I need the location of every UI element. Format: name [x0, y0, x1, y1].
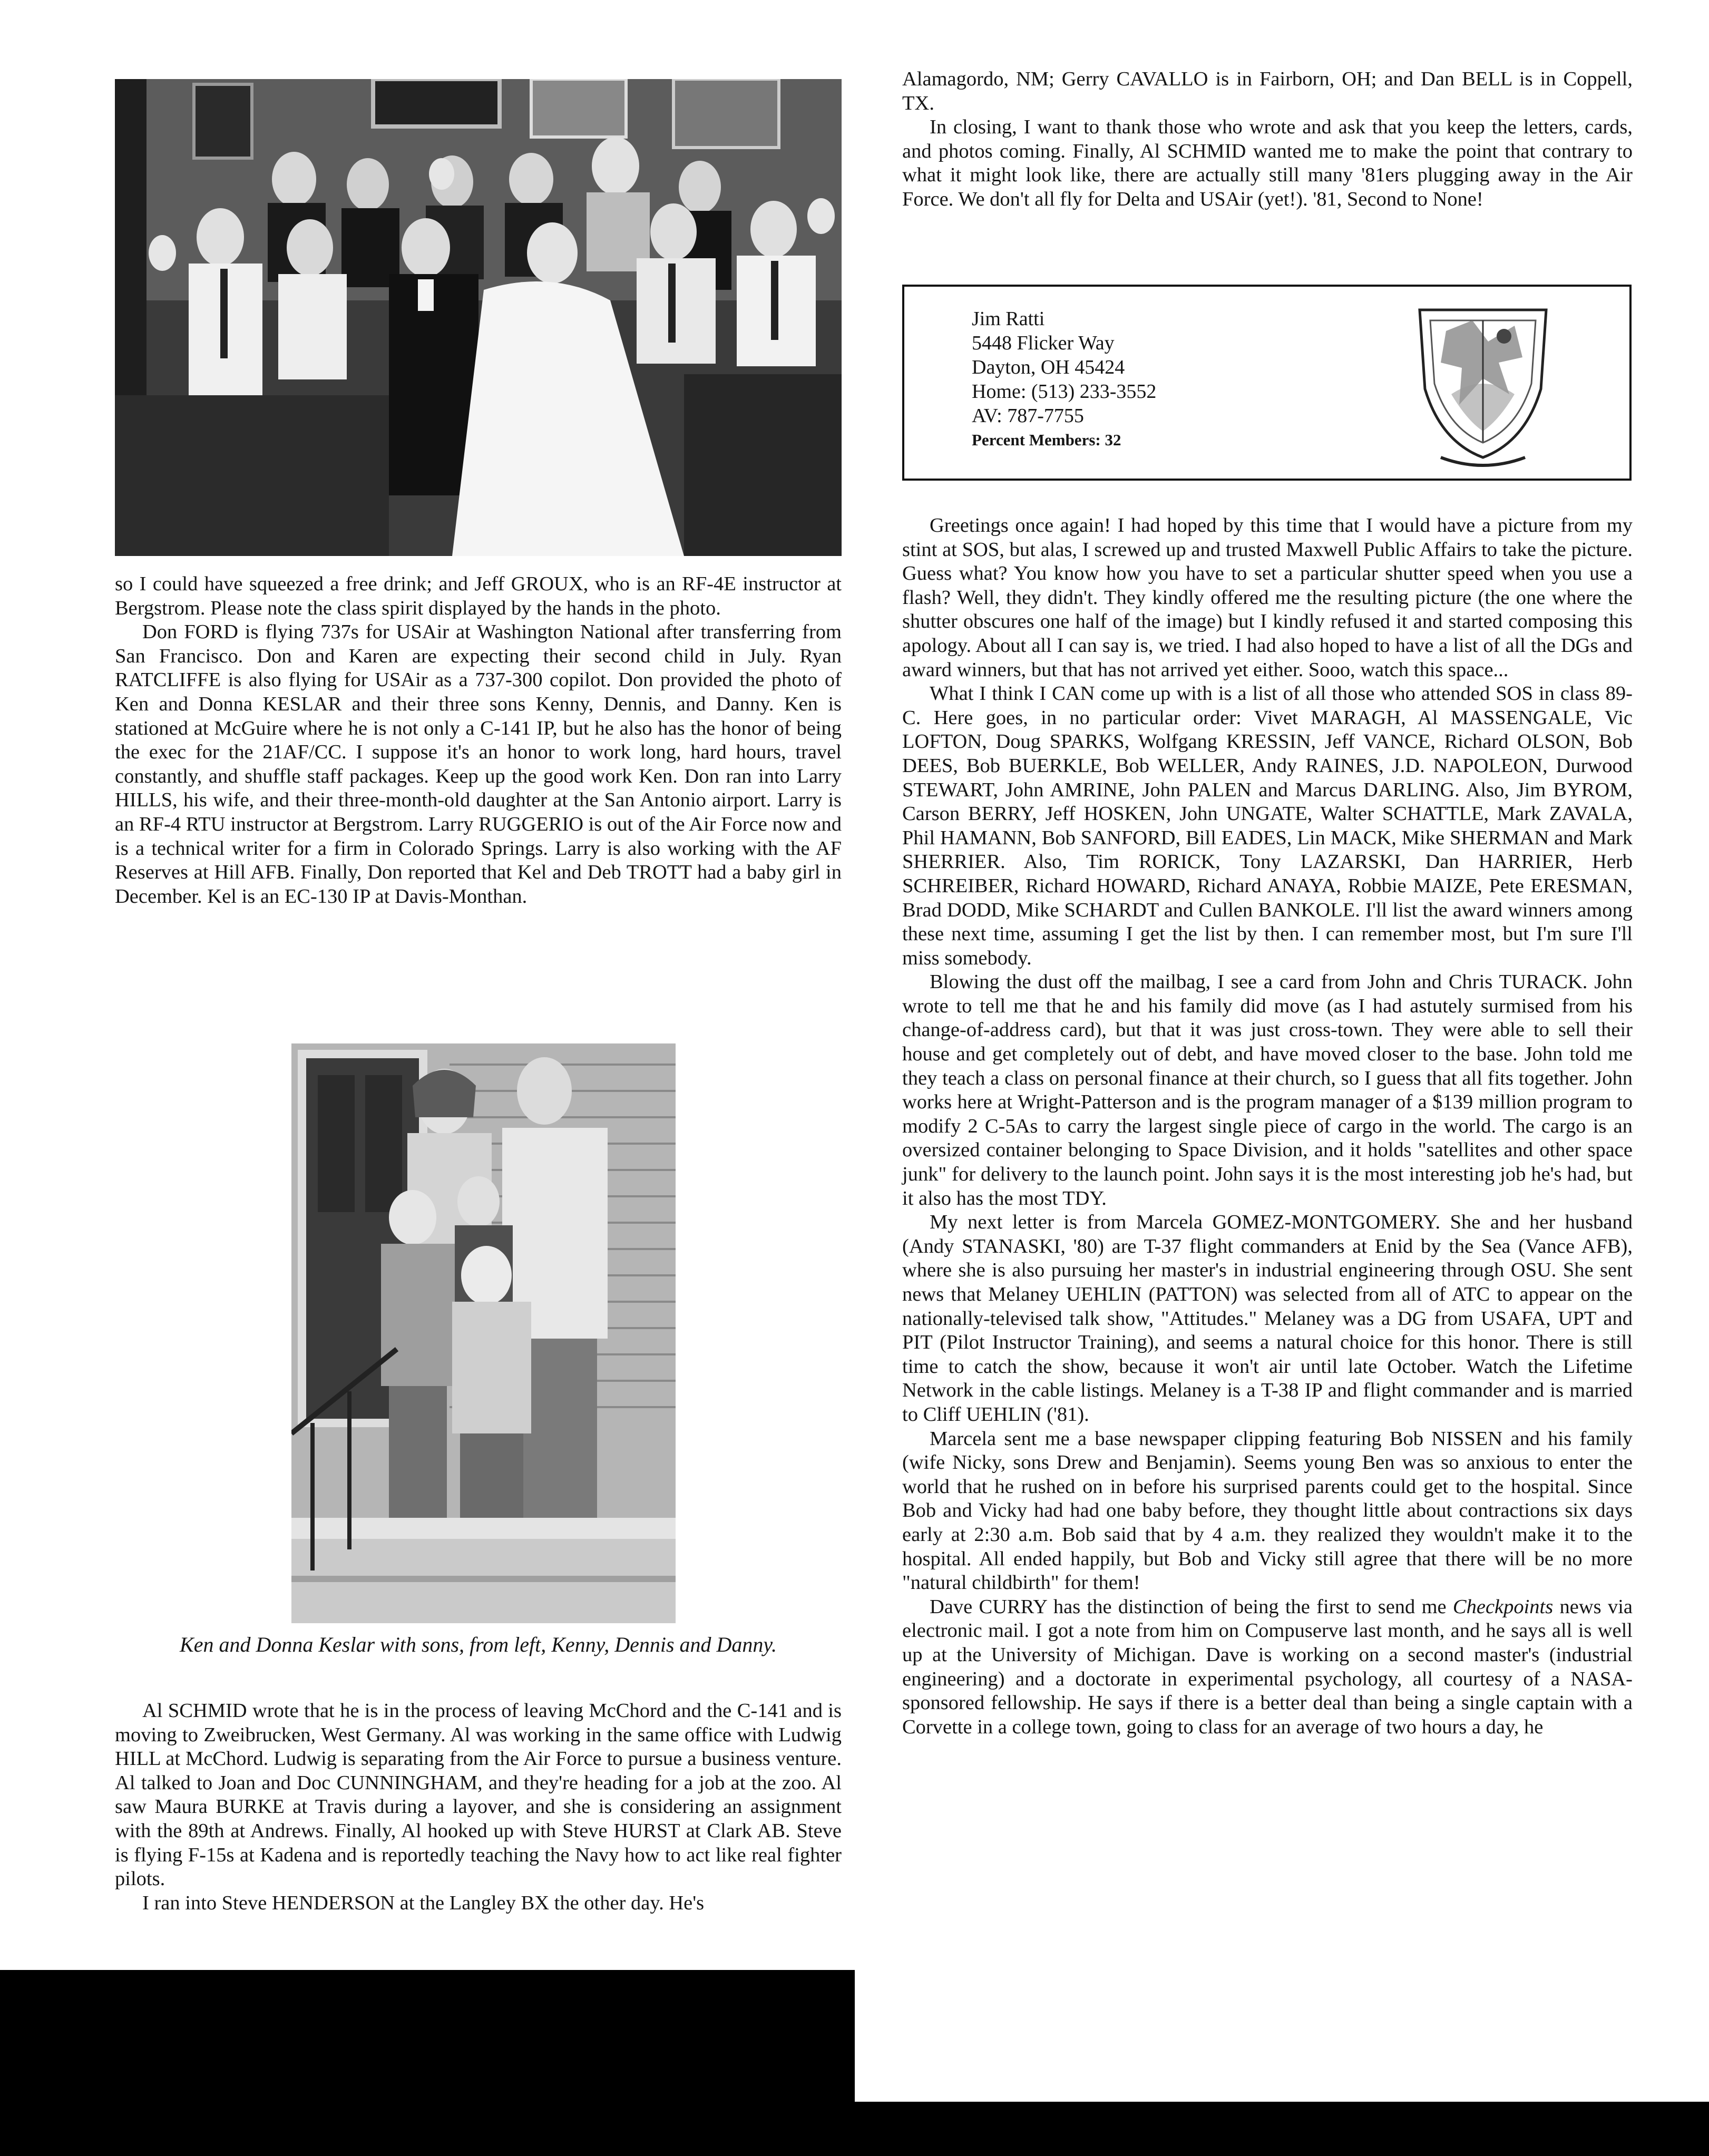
scan-shadow-right: [855, 2102, 1709, 2156]
paragraph-al-schmid: Al SCHMID wrote that he is in the process of leaving McChord and the C-141 and is moving to Zweibrucken, West Germany. Al was working in the same office with Ludwig HILL at McChord. Ludwig is separating from the Air Force to pursue a business venture. Al talked to Joan and Doc CUNNINGHAM, and they're heading for a job at the zoo. Al saw Maura BURKE at Travis during a layover, and she is considering an assignment with the 89th at Andrews. Finally, Al hooked up with Steve HURST at Clark AB. Steve is flying F-15s at Kadena and is reportedly teaching the Navy how to act like real fighter pilots.: [115, 1700, 842, 1890]
paragraph-top-continuation: Alamagordo, NM; Gerry CAVALLO is in Fairborn, OH; and Dan BELL is in Coppell, TX.: [902, 68, 1633, 114]
contact-home-phone: Home: (513) 233-3552: [972, 381, 1157, 403]
contact-av-phone: AV: 787-7755: [972, 405, 1084, 427]
class-group-photo: [115, 79, 842, 556]
contact-name: Jim Ratti: [972, 308, 1045, 330]
curry-text-start: Dave CURRY has the distinction of being the first to send me: [930, 1595, 1453, 1618]
checkpoints-title: Checkpoints: [1452, 1595, 1554, 1618]
photo2-caption: Ken and Donna Keslar with sons, from left, Kenny, Dennis and Danny.: [180, 1633, 777, 1656]
paragraph-closing: In closing, I want to thank those who wrote and ask that you keep the letters, cards, and photos coming. Finally, Al SCHMID wanted me to make the point that contrary to what it might look like, there are actually still many '81ers plugging away in the Air Force. We don't all fly for Delta and USAir (yet!). '81, Second to None!: [902, 116, 1633, 210]
paragraph-turack: Blowing the dust off the mailbag, I see a card from John and Chris TURACK. John wrote to tell me that he and his family did move (as I had astutely surmised from his change-of-address card), but that it was just cross-town. They were able to sell their house and get completely out of debt, and have moved closer to the base. John told me they teach a class on personal finance at their church, so I guess that all fits together. John works here at Wright-Patterson and is the program manager of a $139 million program to modify 2 C-5As to carry the largest single piece of cargo in the world. The cargo is an oversized container belonging to Space Division, and it holds "satellites and other space junk" for delivery to the launch point. John says it is the most interesting job he's had, but it also has the most TDY.: [902, 971, 1633, 1209]
curry-text-rest: news via electronic mail. I got a note from him on Compuserve last month, and he says all is well up at the University of Michigan. Dave is working on a second master's (industrial engineering) and a doctorate in experimental psychology, all courtesy of a NASA-sponsored fellowship. He says if there is a better deal than being a single captain with a Corvette in a college town, going to class for an average of two hours a day, he: [902, 1595, 1633, 1738]
percent-members: Percent Members: 32: [972, 431, 1121, 449]
paragraph-nissen: Marcela sent me a base newspaper clipping featuring Bob NISSEN and his family (wife Nicky, sons Drew and Benjamin). Seems young Ben was so anxious to enter the world that he rushed on in before his surprised parents could get to the hospital. Since Bob and Vicky had had one baby before, they thought little about contractions six days early at 2:30 a.m. Bob said that by 4 a.m. they realized they wouldn't make it to the hospital. All ended happily, but Bob and Vicky still agree that there will be no more "natural childbirth" for them!: [902, 1427, 1633, 1594]
paragraph-curry: [902, 1595, 1633, 1740]
contact-box: [902, 285, 1632, 481]
paragraph-gomez-montgomery: My next letter is from Marcela GOMEZ-MONTGOMERY. She and her husband (Andy STANASKI, '80) are T-37 flight commanders at Enid by the Sea (Vance AFB), where she is also pursuing her master's in industrial engineering through OSU. She sent news that Melaney UEHLIN (PATTON) was selected from all of ATC to appear on the nationally-televised talk show, "Attitudes." Melaney was a DG from USAFA, UPT and PIT (Pilot Instructor Training), and seems a natural choice for this honor. There is still time to catch the show, because it won't air until late October. Watch the Lifetime Network in the cable listings. Melaney is a T-38 IP and flight commander and is married to Cliff UEHLIN ('81).: [902, 1211, 1633, 1426]
scan-shadow-left: [0, 1970, 855, 2156]
paragraph-sos-class-list: What I think I CAN come up with is a list of all those who attended SOS in class 89-C. Here goes, in no particular order: Vivet MARAGH, Al MASSENGALE, Vic LOFTON, Doug SPARKS, Wolfgang KRESSIN, Jeff VANCE, Richard OLSON, Bob DEES, Bob BUERKLE, Bob WELLER, Andy RAINES, J.D. NAPOLEON, Durwood STEWART, John AMRINE, John PALEN and Marcus DARLING. Also, Jim BYROM, Carson BERRY, Jeff HOSKEN, John UNGATE, Walter SCHATTLE, Mark ZAVALA, Phil HAMANN, Bob SANFORD, Bill EADES, Lin MACK, Mike SHERMAN and Mark SHERRIER. Also, Tim RORICK, Tony LAZARSKI, Dan HARRIER, Herb SCHREIBER, Richard HOWARD, Richard ANAYA, Robbie MAIZE, Pete ERESMAN, Brad DODD, Mike SCHARDT and Cullen BANKOLE. I'll list the award winners among these next time, assuming I get the list by then. I can remember most, but I'm sure I'll miss somebody.: [902, 682, 1633, 969]
photo1-continuation-text: so I could have squeezed a free drink; and Jeff GROUX, who is an RF-4E instructor at Bergstrom. Please note the class spirit displayed by the hands in the photo.: [115, 573, 842, 619]
academy-crest-icon: [1409, 299, 1557, 468]
contact-city: Dayton, OH 45424: [972, 356, 1125, 378]
contact-street: 5448 Flicker Way: [972, 332, 1115, 354]
paragraph-greetings: Greetings once again! I had hoped by this time that I would have a picture from my stint at SOS, but alas, I screwed up and trusted Maxwell Public Affairs to take the picture. Guess what? You know how you have to set a particular shutter speed when you use a flash? Well, they didn't. They kindly offered me the resulting picture (the one where the shutter obscures one half of the image) but I kindly refused it and started composing this apology. About all I can say is, we tried. I had also hoped to have a list of all the DGs and award winners, but that has not arrived yet either. Sooo, watch this space...: [902, 514, 1633, 681]
keslar-family-photo: [291, 1043, 676, 1623]
paragraph-henderson: I ran into Steve HENDERSON at the Langley BX the other day. He's: [142, 1891, 705, 1914]
paragraph-don-ford: Don FORD is flying 737s for USAir at Washington National after transferring from San Francisco. Don and Karen are expecting their second child in July. Ryan RATCLIFFE is also flying for USAir as a 737-300 copilot. Don provided the photo of Ken and Donna KESLAR and their three sons Kenny, Dennis, and Danny. Ken is stationed at McGuire where he is not only a C-141 IP, but he also has the honor of being the exec for the 21AF/CC. I suppose it's an honor to work long, hard hours, travel constantly, and shuffle staff packages. Keep up the good work Ken. Don ran into Larry HILLS, his wife, and their three-month-old daughter at the San Antonio airport. Larry is an RF-4 RTU instructor at Bergstrom. Larry RUGGERIO is out of the Air Force now and is a technical writer for a firm in Colorado Springs. Larry is also working with the AF Reserves at Hill AFB. Finally, Don reported that Kel and Deb TROTT had a baby girl in December. Kel is an EC-130 IP at Davis-Monthan.: [115, 621, 842, 908]
